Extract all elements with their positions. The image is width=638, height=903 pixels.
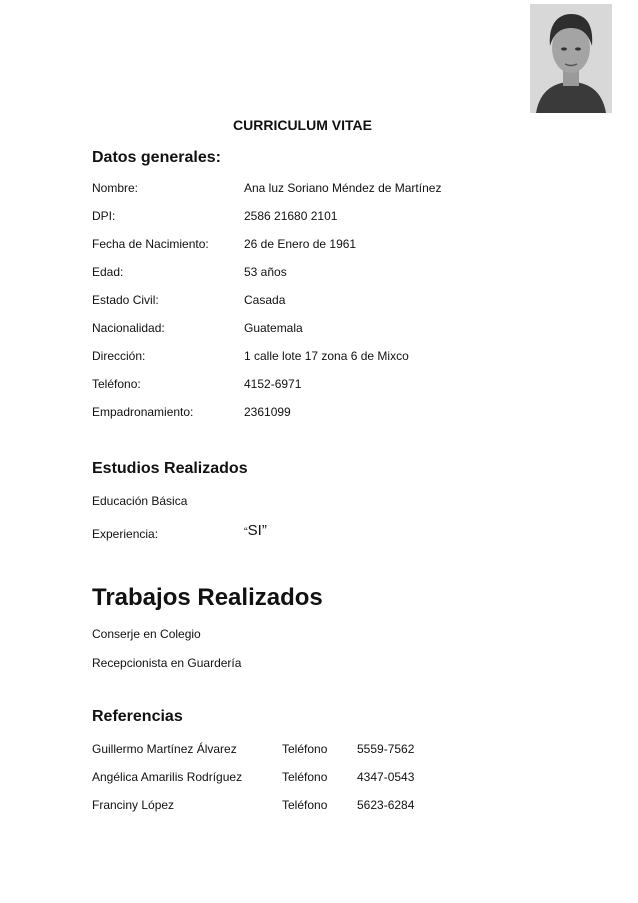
- nationality-label: Nacionalidad:: [92, 321, 165, 335]
- nationality-value: Guatemala: [244, 321, 303, 335]
- reference-phone-label: Teléfono: [282, 798, 328, 812]
- jobs-heading: Trabajos Realizados: [92, 584, 323, 611]
- reference-phone-number: 5623-6284: [357, 798, 415, 812]
- general-data-heading: Datos generales:: [92, 149, 221, 166]
- experience-open-quote: “: [244, 526, 248, 538]
- studies-heading: Estudios Realizados: [92, 460, 248, 477]
- reference-name: Angélica Amarilis Rodríguez: [92, 770, 243, 784]
- experience-label: Experiencia:: [92, 527, 159, 541]
- phone-label: Teléfono:: [92, 377, 141, 391]
- reference-name: Franciny López: [92, 798, 175, 812]
- name-value: Ana luz Soriano Méndez de Martínez: [244, 181, 442, 195]
- address-value: 1 calle lote 17 zona 6 de Mixco: [244, 349, 409, 363]
- reference-phone-number: 4347-0543: [357, 770, 415, 784]
- document-title: CURRICULUM VITAE: [233, 117, 372, 133]
- registration-value: 2361099: [244, 405, 291, 419]
- age-label: Edad:: [92, 265, 124, 279]
- reference-name: Guillermo Martínez Álvarez: [92, 742, 237, 756]
- address-label: Dirección:: [92, 349, 146, 363]
- age-value: 53 años: [244, 265, 287, 279]
- civil-status-label: Estado Civil:: [92, 293, 159, 307]
- studies-item: Educación Básica: [92, 494, 188, 508]
- dpi-value: 2586 21680 2101: [244, 209, 338, 223]
- birthdate-value: 26 de Enero de 1961: [244, 237, 357, 251]
- experience-value: SI”: [247, 522, 267, 539]
- civil-status-value: Casada: [244, 293, 286, 307]
- phone-value: 4152-6971: [244, 377, 302, 391]
- job-item: Recepcionista en Guardería: [92, 656, 242, 670]
- experience-value-group: [244, 522, 267, 540]
- birthdate-label: Fecha de Nacimiento:: [92, 237, 209, 251]
- name-label: Nombre:: [92, 181, 139, 195]
- references-heading: Referencias: [92, 708, 183, 725]
- reference-phone-number: 5559-7562: [357, 742, 415, 756]
- dpi-label: DPI:: [92, 209, 116, 223]
- profile-photo: [530, 4, 612, 113]
- reference-phone-label: Teléfono: [282, 742, 328, 756]
- registration-label: Empadronamiento:: [92, 405, 194, 419]
- reference-phone-label: Teléfono: [282, 770, 328, 784]
- job-item: Conserje en Colegio: [92, 627, 201, 641]
